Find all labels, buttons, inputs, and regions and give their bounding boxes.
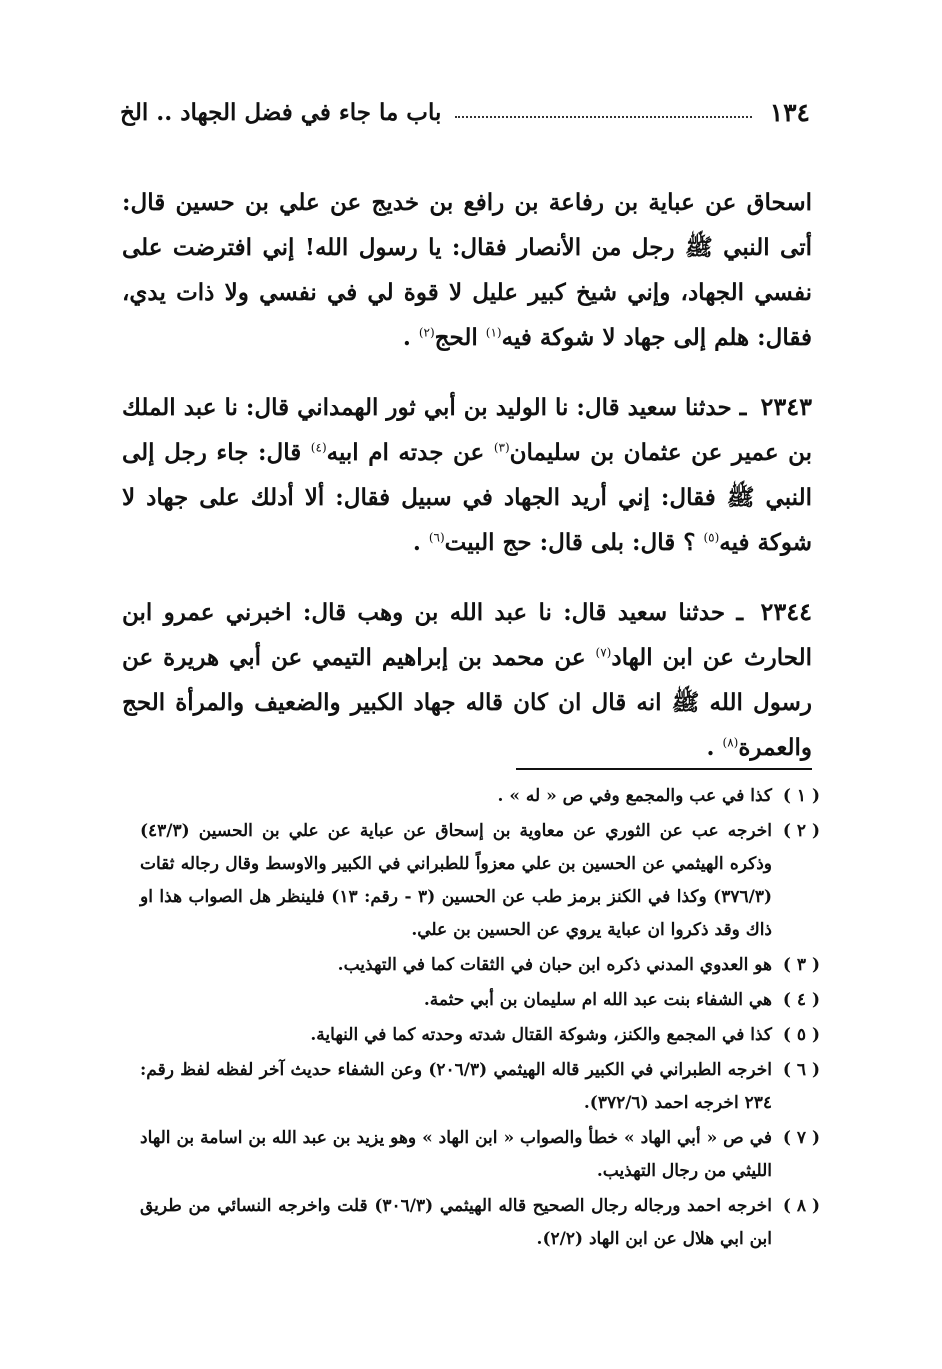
hadith-2343: [122, 384, 812, 565]
footnote-text: هو العدوي المدني ذكره ابن حبان في الثقات كما في التهذيب.: [337, 955, 772, 975]
footnote-marker: ( ٤ ): [782, 990, 820, 1010]
footnote-2: [140, 815, 820, 947]
footnote-ref[interactable]: (٦): [428, 530, 445, 545]
paragraph-text: .: [402, 324, 419, 351]
paragraph-text: عن جدته ام ابيه: [326, 439, 494, 466]
footnote-text: اخرجه عب عن الثوري عن معاوية بن إسحاق عن عباية عن علي بن الحسين (٤٣/٣) وذكره الهيثمي عن الحسين بن علي معزواً للطبراني في الكبير والاوسط وقال رجاله ثقات (٣٧٦/٣) وكذا في الكنز برمز طب عن الحسين (٣ - رقم: ١٣) فلينظر هل الصواب هذا او ذاك وقد ذكروا ان عباية يروي عن الحسين بن علي.: [140, 821, 772, 940]
footnote-marker: ( ٦ ): [782, 1060, 820, 1080]
footnote-ref[interactable]: (٤): [310, 440, 327, 455]
hadith-number: ٢٣٤٣: [760, 392, 812, 421]
footnote-text: كذا في عب والمجمع وفي ص « له » .: [497, 786, 772, 806]
footnote-7: [140, 1122, 820, 1188]
footnote-separator: [516, 768, 812, 770]
running-header: [120, 92, 810, 132]
footnote-ref[interactable]: (٢): [418, 325, 435, 340]
footnotes-list: [140, 780, 820, 1258]
footnote-ref[interactable]: (٣): [493, 440, 510, 455]
paragraph-text: قال: جاء رجل إلى النبي ﷺ فقال: إني أريد الجهاد في سبيل فقال: ألا أدلك على جهاد لا شوكة فيه: [122, 439, 812, 556]
footnote-marker: ( ٨ ): [782, 1196, 820, 1216]
footnote-marker: ( ١ ): [782, 786, 820, 806]
paragraph-text: ـ حدثنا سعيد قال: نا الوليد بن أبي ثور الهمداني قال: نا عبد الملك بن عمير عن عثمان بن سليمان: [122, 394, 813, 466]
main-text: [122, 180, 812, 794]
footnote-5: [140, 1019, 820, 1052]
footnote-ref[interactable]: (١): [485, 325, 502, 340]
footnote-8: [140, 1190, 820, 1256]
footnote-text: اخرجه الطبراني في الكبير قاله الهيثمي (٢٠٦/٣) وعن الشفاء حديث آخر لفظه لفظ رقم: ٢٣٤ اخرجه احمد (٣٧٢/٦).: [140, 1060, 772, 1113]
page-number: ١٣٤: [769, 97, 810, 127]
footnote-1: [140, 780, 820, 813]
paragraph-text: .: [706, 734, 723, 761]
header-dotted-leader: [455, 116, 751, 118]
paragraph-text: عن محمد بن إبراهيم التيمي عن أبي هريرة عن رسول الله ﷺ انه قال ان كان قاله جهاد الكبير والضعيف والمرأة الحج والعمرة: [122, 644, 812, 761]
footnote-text: اخرجه احمد ورجاله رجال الصحيح قاله الهيثمي (٣٠٦/٣) قلت واخرجه النسائي من طريق ابن ابي هلال عن ابن الهاد (٢/٢).: [140, 1196, 772, 1249]
paragraph-text: ؟ قال: بلى قال: حج البيت: [444, 529, 704, 556]
footnote-6: [140, 1054, 820, 1120]
footnote-marker: ( ٧ ): [782, 1128, 820, 1148]
paragraph-text: .: [412, 529, 429, 556]
footnote-marker: ( ٣ ): [782, 955, 820, 975]
footnote-4: [140, 984, 820, 1017]
footnote-text: كذا في المجمع والكنز، وشوكة القتال شدته وحدته كما في النهاية.: [310, 1025, 772, 1045]
hadith-number: ٢٣٤٤: [760, 597, 812, 626]
footnote-text: في ص « أبي الهاد » خطأ والصواب « ابن الهاد » وهو يزيد بن عبد الله بن اسامة بن الهاد الليثي من رجال التهذيب.: [140, 1128, 772, 1181]
paragraph-text: الحج: [434, 324, 486, 351]
footnote-marker: ( ٢ ): [782, 821, 820, 841]
footnote-ref[interactable]: (٥): [703, 530, 720, 545]
hadith-2344: [122, 589, 812, 770]
footnote-ref[interactable]: (٧): [595, 645, 612, 660]
paragraph-text: اسحاق عن عباية بن رفاعة بن رافع بن خديج عن علي بن حسين قال: أتى النبي ﷺ رجل من الأنصار فقال: يا رسول الله! إني افترضت على نفسي الجهاد، وإني شيخ كبير عليل لا قوة لي في نفسي ولا ذات يدي، فقال: هلم إلى جهاد لا شوكة فيه: [122, 189, 812, 351]
paragraph-text: ـ حدثنا سعيد قال: نا عبد الله بن وهب قال: اخبرني عمرو ابن الحارث عن ابن الهاد: [122, 599, 812, 671]
paragraph-continuation: [122, 180, 812, 360]
footnote-marker: ( ٥ ): [782, 1025, 820, 1045]
footnote-3: [140, 949, 820, 982]
chapter-title: باب ما جاء في فضل الجهاد .. الخ: [120, 98, 442, 126]
footnote-ref[interactable]: (٨): [722, 735, 739, 750]
footnote-text: هي الشفاء بنت عبد الله ام سليمان بن أبي حثمة.: [423, 990, 772, 1010]
